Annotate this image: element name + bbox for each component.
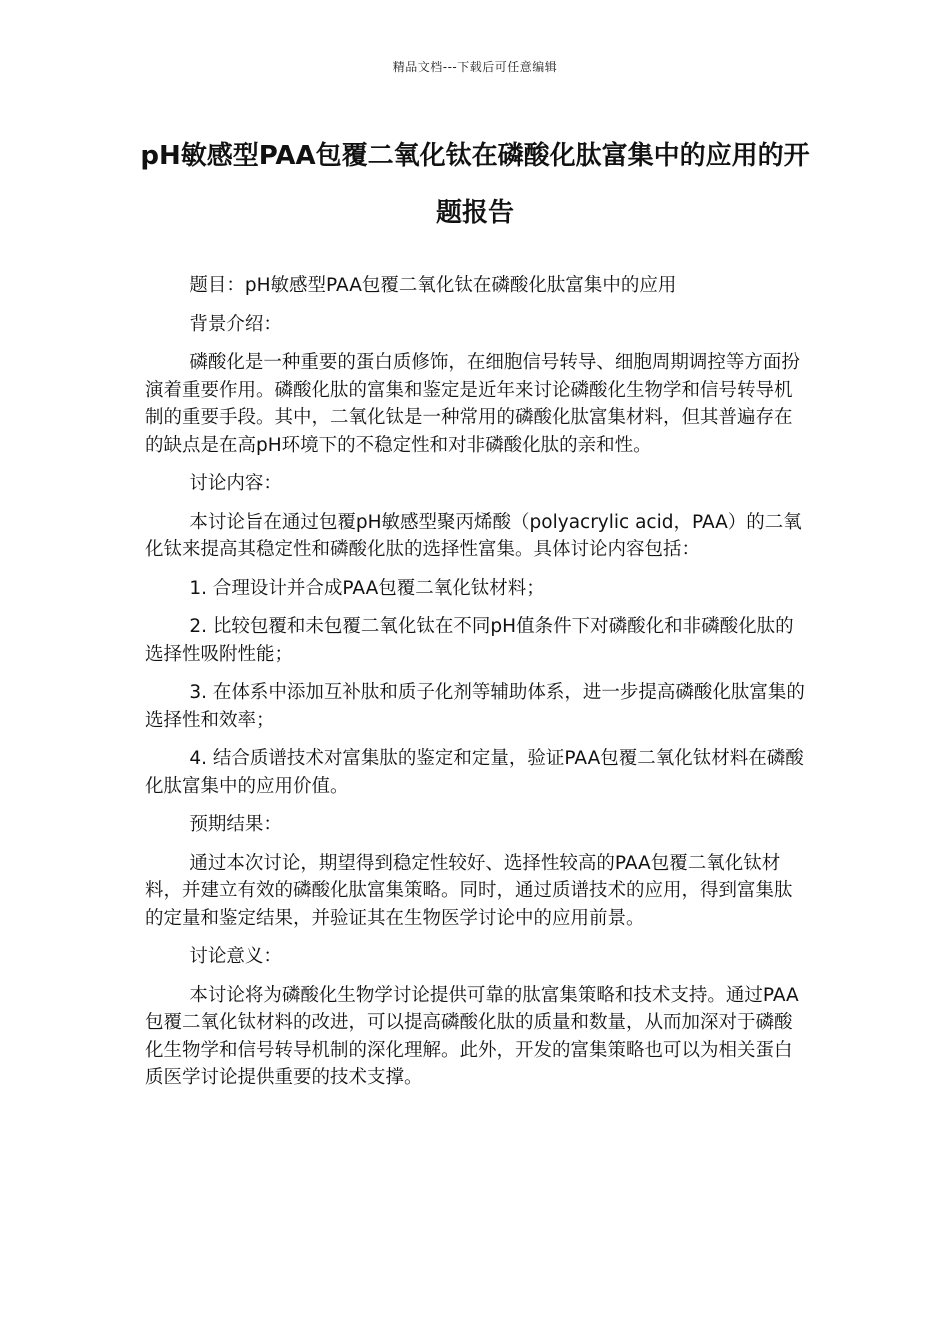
content-item-2: 2. 比较包覆和未包覆二氧化钛在不同pH值条件下对磷酸化和非磷酸化肽的选择性吸附性能；: [145, 616, 794, 665]
document-body: [145, 272, 807, 1103]
page-header: 精品文档---下载后可任意编辑: [392, 60, 558, 74]
content-item-1: 1. 合理设计并合成PAA包覆二氧化钛材料；: [189, 577, 545, 599]
content-item-4: 4. 结合质谱技术对富集肽的鉴定和定量，验证PAA包覆二氧化钛材料在磷酸化肽富集中的应用价值。: [145, 748, 804, 797]
content-intro-paragraph: 本讨论旨在通过包覆pH敏感型聚丙烯酸（polyacrylic acid，PAA）的二氧化钛来提高其稳定性和磷酸化肽的选择性富集。具体讨论内容包括：: [145, 511, 802, 560]
document-title: pH敏感型PAA包覆二氧化钛在磷酸化肽富集中的应用的开题报告: [140, 141, 810, 228]
section-heading-expected-results: 预期结果：: [189, 814, 282, 835]
content-item-3: 3. 在体系中添加互补肽和质子化剂等辅助体系，进一步提高磷酸化肽富集的选择性和效率；: [145, 682, 805, 731]
section-heading-significance: 讨论意义：: [189, 946, 282, 967]
section-heading-content: 讨论内容：: [189, 473, 282, 494]
topic-line: 题目：pH敏感型PAA包覆二氧化钛在磷酸化肽富集中的应用: [189, 275, 677, 296]
background-paragraph: 磷酸化是一种重要的蛋白质修饰，在细胞信号转导、细胞周期调控等方面扮演着重要作用。磷酸化肽的富集和鉴定是近年来讨论磷酸化生物学和信号转导机制的重要手段。其中，二氧化钛是一种常用的磷酸化肽富集材料，但其普遍存在的缺点是在高pH环境下的不稳定性和对非磷酸化肽的亲和性。: [145, 352, 800, 456]
significance-paragraph: 本讨论将为磷酸化生物学讨论提供可靠的肽富集策略和技术支持。通过PAA包覆二氧化钛材料的改进，可以提高磷酸化肽的质量和数量，从而加深对于磷酸化生物学和信号转导机制的深化理解。此外，开发的富集策略也可以为相关蛋白质医学讨论提供重要的技术支撑。: [145, 984, 799, 1088]
expected-results-paragraph: 通过本次讨论，期望得到稳定性较好、选择性较高的PAA包覆二氧化钛材料，并建立有效的磷酸化肽富集策略。同时，通过质谱技术的应用，得到富集肽的定量和鉴定结果，并验证其在生物医学讨论中的应用前景。: [145, 852, 793, 929]
section-heading-background: 背景介绍：: [189, 313, 282, 335]
